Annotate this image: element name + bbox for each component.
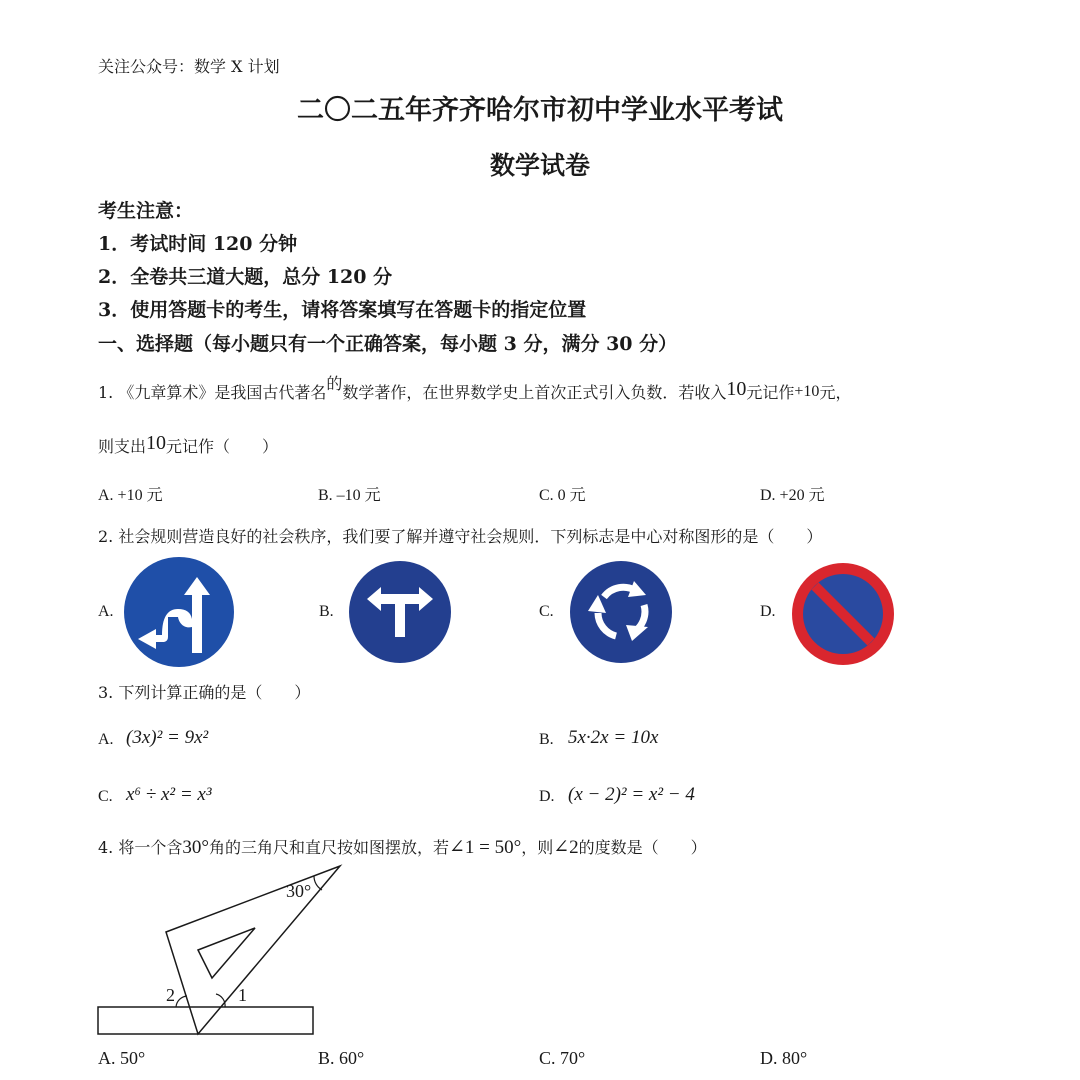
- q1-number-expense: 10: [146, 432, 167, 454]
- figure-label-2: 2: [166, 985, 175, 1005]
- exam-subtitle: 数学试卷: [489, 151, 590, 180]
- triangle-inner: [198, 928, 255, 978]
- q4-text-b: 角的三角尺和直尺按如图摆放，若: [208, 838, 449, 857]
- q3-option-c-label[interactable]: C.: [98, 788, 113, 805]
- figure-label-30: 30°: [286, 881, 312, 901]
- notice-item-1: 1．考试时间 120 分钟: [98, 233, 298, 255]
- sign-no-parking-icon[interactable]: [788, 559, 898, 669]
- notice-heading: 考生注意：: [98, 200, 194, 222]
- question-1-line-1: [98, 374, 852, 404]
- ruler-shape: [98, 1007, 313, 1034]
- q1-text-d: 元，: [819, 383, 852, 402]
- question-4-stem: [98, 835, 707, 859]
- q4-text-d: 的度数是（ ）: [578, 838, 707, 857]
- q3-option-b-expression[interactable]: 5x·2x = 10x: [568, 727, 659, 748]
- q1-text-a: 1. 《九章算术》是我国古代著名: [98, 383, 327, 402]
- section-heading: 一、选择题（每小题只有一个正确答案，每小题 3 分，满分 30 分）: [98, 333, 678, 355]
- q4-text-c: ，则: [521, 838, 554, 857]
- q4-text-a: 4. 将一个含: [98, 838, 183, 857]
- question-2-stem: 2. 社会规则营造良好的社会秩序，我们要了解并遵守社会规则．下列标志是中心对称图形的是（ ）: [98, 527, 823, 546]
- q4-option-b[interactable]: B. 60°: [318, 1048, 365, 1068]
- sign-straight-or-left-turn-icon[interactable]: [124, 557, 234, 667]
- q1-text-de: 的: [326, 374, 343, 393]
- q3-option-b-label[interactable]: B.: [539, 731, 554, 748]
- figure-label-1: 1: [238, 985, 247, 1005]
- q3-option-c-expression[interactable]: x⁶ ÷ x² = x³: [126, 784, 212, 805]
- angle-1-arc: [216, 994, 225, 1007]
- question-1-line-2: [98, 434, 278, 458]
- q1-option-d[interactable]: D. +20 元: [760, 487, 825, 504]
- q3-option-a-label[interactable]: A.: [98, 731, 114, 748]
- q4-option-c[interactable]: C. 70°: [539, 1048, 586, 1068]
- question-3-stem: 3. 下列计算正确的是（ ）: [98, 683, 311, 702]
- q4-degree: 30°: [182, 837, 209, 858]
- q1-text-c: 元记作: [746, 383, 795, 402]
- q2-option-c-label[interactable]: C.: [539, 603, 554, 620]
- angle-2-arc: [176, 996, 187, 1007]
- q4-angle-1: ∠1 = 50°: [448, 837, 522, 858]
- header-note: 关注公众号：数学 X 计划: [98, 57, 280, 76]
- q2-option-a-label[interactable]: A.: [98, 603, 114, 620]
- q1-number-income: 10: [726, 378, 747, 400]
- q4-option-d[interactable]: D. 80°: [760, 1048, 808, 1068]
- q3-option-a-expression[interactable]: (3x)² = 9x²: [126, 727, 209, 748]
- q2-option-d-label[interactable]: D.: [760, 603, 776, 620]
- exam-title: 二〇二五年齐齐哈尔市初中学业水平考试: [297, 95, 783, 126]
- q4-option-a[interactable]: A. 50°: [98, 1048, 146, 1068]
- q3-option-d-expression[interactable]: (x − 2)² = x² − 4: [568, 784, 695, 805]
- q1-option-b[interactable]: B. –10 元: [318, 487, 381, 504]
- q1-option-a[interactable]: A. +10 元: [98, 487, 163, 504]
- q4-angle-2: ∠2: [553, 837, 579, 858]
- notice-item-2: 2．全卷共三道大题，总分 120 分: [98, 266, 393, 288]
- sign-roundabout-icon[interactable]: [566, 557, 676, 667]
- q1-text-f: 元记作（ ）: [166, 437, 279, 456]
- sign-left-or-right-turn-icon[interactable]: [345, 557, 455, 667]
- q1-number-plus10: +10: [794, 383, 820, 400]
- notice-item-3: 3．使用答题卡的考生，请将答案填写在答题卡的指定位置: [98, 299, 587, 321]
- q3-option-d-label[interactable]: D.: [539, 788, 555, 805]
- q1-text-e: 则支出: [98, 437, 147, 456]
- q1-text-b: 数学著作，在世界数学史上首次正式引入负数．若收入: [342, 383, 727, 402]
- q2-option-b-label[interactable]: B.: [319, 603, 334, 620]
- q1-option-c[interactable]: C. 0 元: [539, 487, 586, 504]
